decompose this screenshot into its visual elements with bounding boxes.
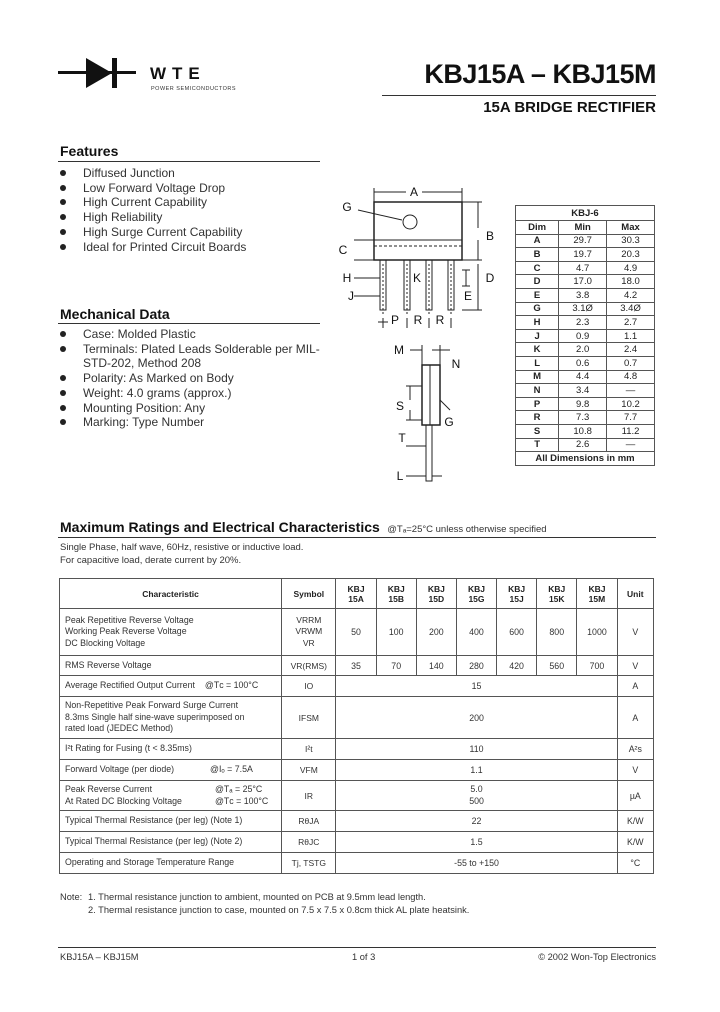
- list-item: High Reliability: [58, 210, 328, 225]
- dim-label-s: S: [395, 399, 405, 413]
- list-item: Case: Molded Plastic: [58, 327, 320, 342]
- dim-label-t: T: [398, 431, 406, 445]
- dim-max: 0.7: [607, 356, 655, 370]
- table-row: [516, 261, 655, 275]
- dim-code: A: [516, 234, 559, 248]
- dim-max: 3.4Ø: [607, 302, 655, 316]
- footer-divider: [58, 947, 656, 948]
- col-part: KBJ 15A: [336, 579, 376, 609]
- dim-header: Min: [559, 221, 607, 235]
- ratings-note-1: Single Phase, half wave, 60Hz, resistive or inductive load.: [60, 542, 304, 553]
- dim-label-g-side: G: [444, 415, 454, 429]
- table-row: [516, 316, 655, 330]
- table-row: [516, 384, 655, 398]
- dim-max: 18.0: [607, 275, 655, 289]
- dim-code: T: [516, 438, 559, 452]
- dim-label-r2: R: [435, 313, 445, 327]
- page-number: 1 of 3: [352, 952, 376, 962]
- dim-min: 4.7: [559, 261, 607, 275]
- logo-tagline: POWER SEMICONDUCTORS: [151, 86, 237, 92]
- dim-code: G: [516, 302, 559, 316]
- package-outline-drawing: [330, 180, 510, 490]
- features-divider: [58, 161, 320, 162]
- table-row: Operating and Storage Temperature Range Tj, TSTG -55 to +150 °C: [60, 853, 654, 874]
- header-divider: [382, 95, 656, 96]
- col-symbol: Symbol: [282, 579, 336, 609]
- dim-min: 19.7: [559, 248, 607, 262]
- table-row: [516, 329, 655, 343]
- page-title: KBJ15A – KBJ15M: [424, 59, 656, 89]
- dim-header: Dim: [516, 221, 559, 235]
- table-row: [516, 411, 655, 425]
- table-row: [516, 343, 655, 357]
- dim-code: J: [516, 329, 559, 343]
- dim-max: 20.3: [607, 248, 655, 262]
- dim-code: S: [516, 424, 559, 438]
- dim-max: 10.2: [607, 397, 655, 411]
- features-title: Features: [60, 143, 119, 159]
- dim-max: 4.9: [607, 261, 655, 275]
- dim-min: 2.3: [559, 316, 607, 330]
- dimensions-table: [515, 205, 655, 466]
- features-list: [58, 166, 328, 254]
- dim-max: 7.7: [607, 411, 655, 425]
- dim-label-a: A: [409, 185, 419, 199]
- table-row: [516, 288, 655, 302]
- dim-min: 9.8: [559, 397, 607, 411]
- table-row: Typical Thermal Resistance (per leg) (Note 1) RθJA 22 K/W: [60, 811, 654, 832]
- dim-label-p: P: [390, 313, 400, 327]
- table-row: [516, 275, 655, 289]
- table-row: Non-Repetitive Peak Forward Surge Current 8.3ms Single half sine-wave superimposed on rated load (JEDEC Method) IFSM 200 A: [60, 697, 654, 739]
- dim-code: M: [516, 370, 559, 384]
- diode-logo-icon: [58, 52, 143, 92]
- dim-min: 29.7: [559, 234, 607, 248]
- footer-left: KBJ15A – KBJ15M: [60, 952, 139, 962]
- table-row: Peak Reverse Current @Tₐ = 25°C At Rated DC Blocking Voltage @Tᴄ = 100°C IR 5.0 500 µA: [60, 781, 654, 811]
- dim-min: 4.4: [559, 370, 607, 384]
- dim-min: 2.6: [559, 438, 607, 452]
- list-item: Ideal for Printed Circuit Boards: [58, 240, 328, 255]
- col-part: KBJ 15B: [376, 579, 416, 609]
- dim-code: K: [516, 343, 559, 357]
- mechanical-title: Mechanical Data: [60, 306, 170, 322]
- dim-max: 2.4: [607, 343, 655, 357]
- dim-code: C: [516, 261, 559, 275]
- col-part: KBJ 15J: [497, 579, 537, 609]
- table-row: Average Rectified Output Current @Tᴄ = 100°C IO 15 A: [60, 676, 654, 697]
- dim-label-k: K: [412, 271, 422, 285]
- table-row: [516, 234, 655, 248]
- dim-max: 1.1: [607, 329, 655, 343]
- dim-min: 17.0: [559, 275, 607, 289]
- page-subtitle: 15A BRIDGE RECTIFIER: [483, 99, 656, 116]
- list-item: High Surge Current Capability: [58, 225, 328, 240]
- dim-code: R: [516, 411, 559, 425]
- ratings-title: Maximum Ratings and Electrical Characteristics: [60, 519, 380, 535]
- logo-name: WTE: [150, 64, 206, 83]
- dim-code: B: [516, 248, 559, 262]
- table-row: [516, 370, 655, 384]
- dim-min: 3.1Ø: [559, 302, 607, 316]
- dim-min: 0.9: [559, 329, 607, 343]
- dim-code: H: [516, 316, 559, 330]
- list-item: Weight: 4.0 grams (approx.): [58, 386, 320, 401]
- ratings-table: [59, 578, 654, 874]
- table-row: I²t Rating for Fusing (t < 8.35ms) I²t 110 A²s: [60, 739, 654, 760]
- table-row: [516, 424, 655, 438]
- col-part: KBJ 15M: [577, 579, 617, 609]
- ratings-heading: [60, 519, 547, 537]
- table-row: [516, 248, 655, 262]
- list-item: Mounting Position: Any: [58, 401, 320, 416]
- dim-max: —: [607, 438, 655, 452]
- table-row: Peak Repetitive Reverse Voltage Working Peak Reverse Voltage DC Blocking Voltage VRRM VRWM VR 50 100 200 400 600 800 1000 V: [60, 609, 654, 656]
- dim-min: 10.8: [559, 424, 607, 438]
- dim-code: N: [516, 384, 559, 398]
- dim-label-g: G: [342, 200, 352, 214]
- dim-label-j: J: [348, 289, 354, 303]
- dim-max: 4.8: [607, 370, 655, 384]
- note-1: 1. Thermal resistance junction to ambient, mounted on PCB at 9.5mm lead length.: [88, 892, 426, 902]
- col-part: KBJ 15K: [537, 579, 577, 609]
- dim-code: L: [516, 356, 559, 370]
- mechanical-list: [58, 327, 320, 430]
- list-item: Marking: Type Number: [58, 415, 320, 430]
- table-row: RMS Reverse Voltage VR(RMS) 35 70 140 280 420 560 700 V: [60, 656, 654, 676]
- dim-max: 30.3: [607, 234, 655, 248]
- company-logo: [58, 52, 237, 96]
- col-unit: Unit: [617, 579, 653, 609]
- dim-min: 3.8: [559, 288, 607, 302]
- dim-max: 2.7: [607, 316, 655, 330]
- dim-header: Max: [607, 221, 655, 235]
- ratings-notes: [60, 542, 303, 567]
- ratings-divider: [58, 537, 656, 538]
- table-row: [516, 438, 655, 452]
- notes-block: [60, 891, 469, 917]
- dim-max: —: [607, 384, 655, 398]
- dim-table-title: KBJ-6: [516, 206, 655, 221]
- dim-max: 11.2: [607, 424, 655, 438]
- dim-min: 7.3: [559, 411, 607, 425]
- dim-code: E: [516, 288, 559, 302]
- table-row: [516, 397, 655, 411]
- table-row: [516, 356, 655, 370]
- mechanical-divider: [58, 323, 320, 324]
- dim-label-b: B: [485, 229, 495, 243]
- dim-max: 4.2: [607, 288, 655, 302]
- list-item: Diffused Junction: [58, 166, 328, 181]
- dim-min: 3.4: [559, 384, 607, 398]
- dim-label-d: D: [485, 271, 495, 285]
- col-characteristic: Characteristic: [60, 579, 282, 609]
- col-part: KBJ 15G: [456, 579, 496, 609]
- list-item: Polarity: As Marked on Body: [58, 371, 320, 386]
- dim-label-n: N: [451, 357, 461, 371]
- dim-label-r1: R: [413, 313, 423, 327]
- footer-copyright: © 2002 Won-Top Electronics: [538, 952, 656, 962]
- ratings-condition: @Tₐ=25°C unless otherwise specified: [387, 524, 547, 535]
- dim-code: D: [516, 275, 559, 289]
- list-item: Low Forward Voltage Drop: [58, 181, 328, 196]
- dim-table-footer: All Dimensions in mm: [516, 452, 655, 466]
- table-row: Forward Voltage (per diode) @Iₒ = 7.5A VFM 1.1 V: [60, 760, 654, 781]
- dim-code: P: [516, 397, 559, 411]
- note-2: 2. Thermal resistance junction to case, mounted on 7.5 x 7.5 x 0.8cm thick AL plate heatsink.: [88, 905, 470, 915]
- dim-min: 0.6: [559, 356, 607, 370]
- dim-label-c: C: [338, 243, 348, 257]
- dim-label-e: E: [463, 289, 473, 303]
- dim-min: 2.0: [559, 343, 607, 357]
- dim-label-l: L: [396, 469, 404, 483]
- dim-label-h: H: [342, 271, 352, 285]
- ratings-note-2: For capacitive load, derate current by 20%.: [60, 554, 242, 566]
- dim-label-m: M: [394, 343, 404, 357]
- notes-label: Note:: [60, 892, 83, 902]
- col-part: KBJ 15D: [416, 579, 456, 609]
- table-row: Typical Thermal Resistance (per leg) (Note 2) RθJC 1.5 K/W: [60, 832, 654, 853]
- list-item: Terminals: Plated Leads Solderable per MIL-STD-202, Method 208: [58, 342, 320, 371]
- table-row: [516, 302, 655, 316]
- list-item: High Current Capability: [58, 195, 328, 210]
